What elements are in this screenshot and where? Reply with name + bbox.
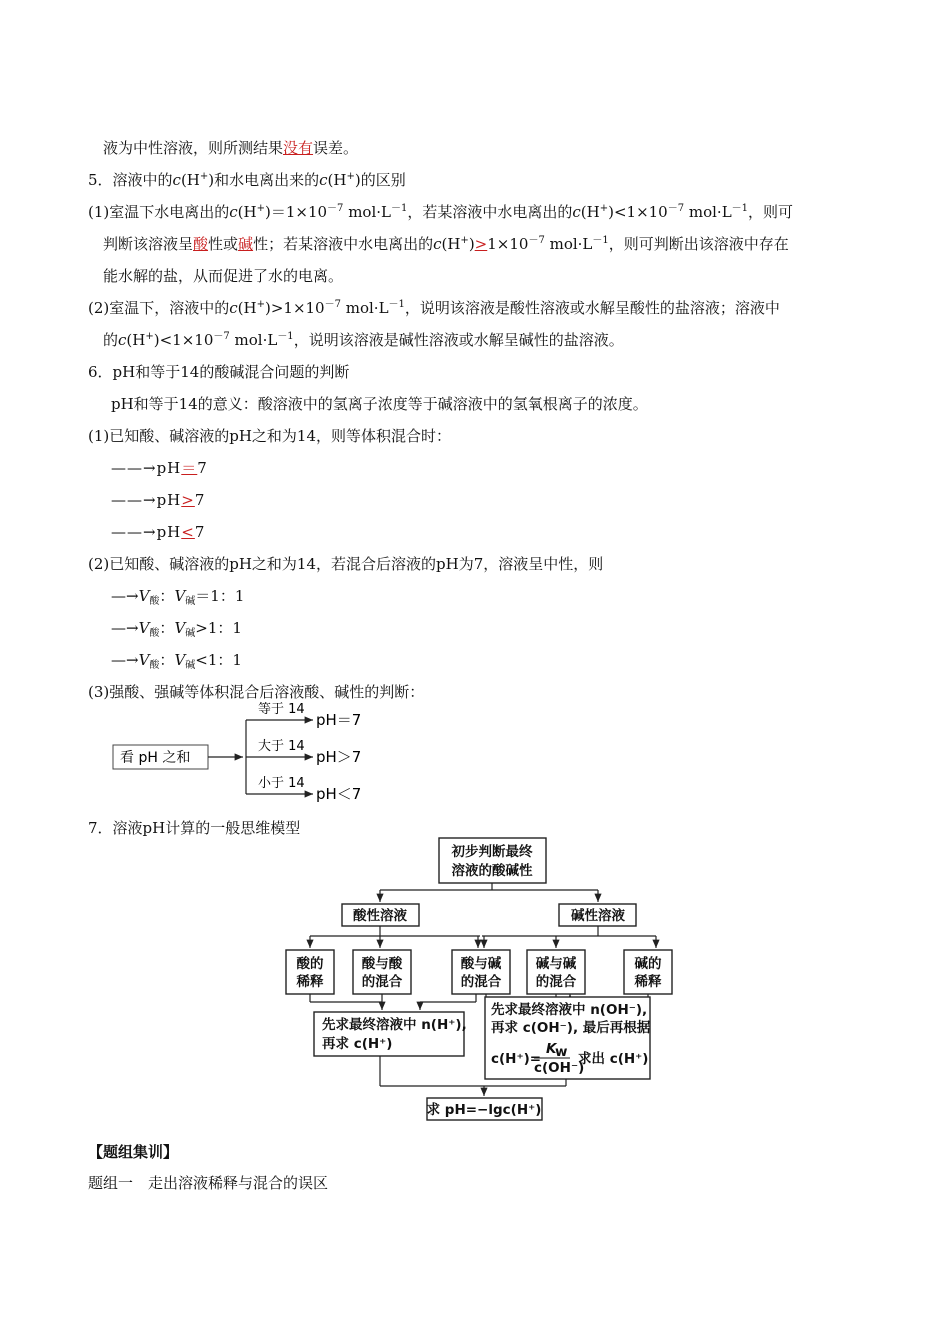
text-span: (H <box>126 331 146 349</box>
formula-lhs: c(H⁺)= <box>491 1051 542 1067</box>
text-span: ，说明该溶液是碱性溶液或水解呈碱性的盐溶液。 <box>293 331 624 349</box>
superscript: －1 <box>731 203 749 214</box>
final-label: 求 pH=−lgc(H⁺) <box>426 1102 542 1118</box>
acidic-label: 酸性溶液 <box>353 908 407 924</box>
text-span: pH <box>156 491 182 509</box>
text-span: c <box>229 299 238 317</box>
text-span: )<1×10 <box>608 203 668 221</box>
text-span: (H <box>180 171 200 189</box>
basic-label: 碱性溶液 <box>571 908 625 924</box>
subscript: 酸 <box>149 628 160 639</box>
text-span: ，说明该溶液是酸性溶液或水解呈酸性的盐溶液；溶液中 <box>404 299 780 317</box>
heading-6: 6．pH和等于14的酸碱混合问题的判断 <box>88 363 350 381</box>
highlight-base: 碱 <box>238 235 254 253</box>
text-span: V <box>174 619 186 637</box>
text-span: (2)室温下，溶液中的 <box>88 299 230 317</box>
superscript: + <box>199 171 209 182</box>
branch-cond: 大于 14 <box>258 739 305 754</box>
heading-7: 7．溶液pH计算的一般思维模型 <box>88 819 301 837</box>
text-span: 7 <box>194 523 206 541</box>
highlight-gt: > <box>181 491 195 509</box>
superscript: －7 <box>667 203 685 214</box>
text-span: c <box>172 171 181 189</box>
top-label: 初步判断最终 <box>451 844 533 860</box>
superscript: －1 <box>592 235 609 246</box>
superscript: + <box>145 331 154 342</box>
rule-2-intro: (2)已知酸、碱溶液的pH之和为14，若混合后溶液的pH为7，溶液呈中性，则 <box>88 555 604 573</box>
text-span: ，则可 <box>748 203 794 221</box>
text-span: V <box>138 619 150 637</box>
text-span: ＝1：1 <box>195 587 245 605</box>
arrow-icon: —→ <box>111 619 139 637</box>
text-span: V <box>138 587 150 605</box>
ph-sum-diagram <box>100 700 400 810</box>
ratio-gt <box>111 618 242 638</box>
text-span: (H <box>580 203 600 221</box>
start-label: 看 pH 之和 <box>120 750 191 766</box>
text-span: V <box>138 651 150 669</box>
superscript: －7 <box>327 203 344 214</box>
node-label: 的混合 <box>535 974 577 990</box>
text-span: 性；若某溶液中水电离出的 <box>253 235 434 253</box>
node-label: 稀释 <box>296 974 324 990</box>
text-span: V <box>174 587 186 605</box>
text-span: mol·L <box>343 203 391 221</box>
node-label: 的混合 <box>361 974 403 990</box>
text-span: 1×10 <box>487 235 529 253</box>
rule-3-intro: (3)强酸、强碱等体积混合后溶液酸、碱性的判断： <box>88 683 425 701</box>
text-span: 7 <box>197 459 208 477</box>
text-span: mol·L <box>684 203 732 221</box>
text-span: c <box>229 203 238 221</box>
text-span: c <box>572 203 581 221</box>
text-span: 判断该溶液呈 <box>103 235 194 253</box>
paragraph-1-line3: 能水解的盐，从而促进了水的电离。 <box>103 267 344 285</box>
superscript: －7 <box>528 235 545 246</box>
text-span: c <box>433 235 442 253</box>
subscript: 碱 <box>185 660 196 671</box>
heading-6-meaning: pH和等于14的意义：酸溶液中的氢离子浓度等于碱溶液中的氢氧根离子的浓度。 <box>111 395 648 413</box>
text-span: 的 <box>103 331 119 349</box>
superscript: + <box>460 235 469 246</box>
text-span: pH <box>156 459 182 477</box>
formula-numerator-sub: w <box>555 1044 568 1060</box>
text-span: mol·L <box>229 331 278 349</box>
rule-1-intro: (1)已知酸、碱溶液的pH之和为14，则等体积混合时： <box>88 427 452 445</box>
heading-5 <box>88 170 406 190</box>
text-span: 5．溶液中的 <box>88 171 173 189</box>
text-span: )和水电离出来的 <box>208 171 320 189</box>
ph-flowchart <box>270 832 690 1124</box>
text-span: (H <box>327 171 347 189</box>
text-span: <1：1 <box>195 651 242 669</box>
node-label: 稀释 <box>634 974 662 990</box>
node-label: 酸的 <box>296 956 324 972</box>
arrow-icon: ——→ <box>111 491 157 509</box>
text-span: )>1×10 <box>264 299 325 317</box>
branch-cond: 等于 14 <box>258 702 305 717</box>
text-span: mol·L <box>340 299 389 317</box>
node-label: 的混合 <box>460 974 502 990</box>
text-span: )的区别 <box>354 171 406 189</box>
superscript: －1 <box>390 203 408 214</box>
rule-1-lt <box>111 522 205 542</box>
arrow-icon: —→ <box>111 651 139 669</box>
superscript: + <box>256 203 265 214</box>
formula-numerator: K <box>546 1041 557 1057</box>
rule-1-gt <box>111 490 205 510</box>
text-span: )<1×10 <box>153 331 214 349</box>
ratio-lt <box>111 650 242 670</box>
paragraph-2-line1 <box>88 298 780 318</box>
text-span: 误差。 <box>313 139 359 157</box>
branch-result: pH＝7 <box>316 711 362 729</box>
formula-denominator: c(OH⁻) <box>534 1060 585 1076</box>
text-span: ，若某溶液中水电离出的 <box>407 203 573 221</box>
node-label: 酸与酸 <box>361 956 403 972</box>
text-span: c <box>319 171 328 189</box>
text-span: ： <box>159 587 175 605</box>
arrow-icon: ——→ <box>111 523 157 541</box>
group-title: 题组一 走出溶液稀释与混合的误区 <box>88 1174 329 1192</box>
text-span: ，则可判断出该溶液中存在 <box>608 235 789 253</box>
text-span: >1：1 <box>195 619 242 637</box>
arrow-icon: ——→ <box>111 459 157 477</box>
highlight-no-error: 没有 <box>283 139 314 157</box>
superscript: －7 <box>324 299 341 310</box>
rule-1-eq <box>111 458 208 478</box>
branch-result: pH＜7 <box>316 785 362 803</box>
text-span: pH <box>156 523 182 541</box>
ratio-eq <box>111 586 244 606</box>
subscript: 碱 <box>185 628 196 639</box>
paragraph-1-line1 <box>88 202 793 222</box>
right-calc-line: 再求 c(OH⁻), 最后再根据 <box>491 1020 651 1036</box>
left-calc-line: 先求最终溶液中 n(H⁺), <box>322 1017 467 1033</box>
subscript: 酸 <box>149 596 160 607</box>
text-span: c <box>118 331 127 349</box>
text-span: mol·L <box>544 235 593 253</box>
superscript: + <box>256 299 265 310</box>
text-span: )＝1×10 <box>264 203 328 221</box>
node-label: 酸与碱 <box>460 956 502 972</box>
paragraph-2-line2 <box>103 330 624 350</box>
text-span: (1)室温下水电离出的 <box>88 203 230 221</box>
superscript: －1 <box>388 299 405 310</box>
subscript: 碱 <box>185 596 196 607</box>
superscript: －1 <box>277 331 294 342</box>
text-span: 性或 <box>208 235 239 253</box>
formula-rhs: 求出 c(H⁺) <box>578 1051 649 1067</box>
section-heading: 【题组集训】 <box>88 1143 179 1161</box>
right-calc-line: 先求最终溶液中 n(OH⁻), <box>491 1002 648 1018</box>
highlight-eq: ＝ <box>181 459 198 477</box>
text-span: (H <box>441 235 461 253</box>
text-span: (H <box>237 299 257 317</box>
highlight-lt: < <box>181 523 195 541</box>
branch-result: pH＞7 <box>316 748 362 766</box>
text-span: 液为中性溶液，则所测结果 <box>103 139 284 157</box>
superscript: + <box>346 171 355 182</box>
subscript: 酸 <box>149 660 160 671</box>
top-label: 溶液的酸碱性 <box>451 863 533 879</box>
text-span: ： <box>159 651 175 669</box>
superscript: －7 <box>213 331 230 342</box>
text-span: ： <box>159 619 175 637</box>
text-span: (H <box>237 203 257 221</box>
branch-cond: 小于 14 <box>258 776 305 791</box>
left-calc-line: 再求 c(H⁺) <box>322 1036 393 1052</box>
node-label: 碱的 <box>634 956 662 972</box>
highlight-greater: > <box>474 235 488 253</box>
text-span: 7 <box>194 491 206 509</box>
node-label: 碱与碱 <box>535 956 577 972</box>
highlight-acid: 酸 <box>193 235 209 253</box>
arrow-icon: —→ <box>111 587 139 605</box>
text-span: V <box>174 651 186 669</box>
superscript: + <box>599 203 609 214</box>
paragraph-1-line2: 判断该溶液呈酸性或碱性；若某溶液中水电离出的$c(H^+)>1\times 10^{-7}$ $mol\cdot L^{-1}$，则可判断出该溶液中存在 <box>103 235 789 253</box>
text-line-neutral <box>103 138 358 158</box>
